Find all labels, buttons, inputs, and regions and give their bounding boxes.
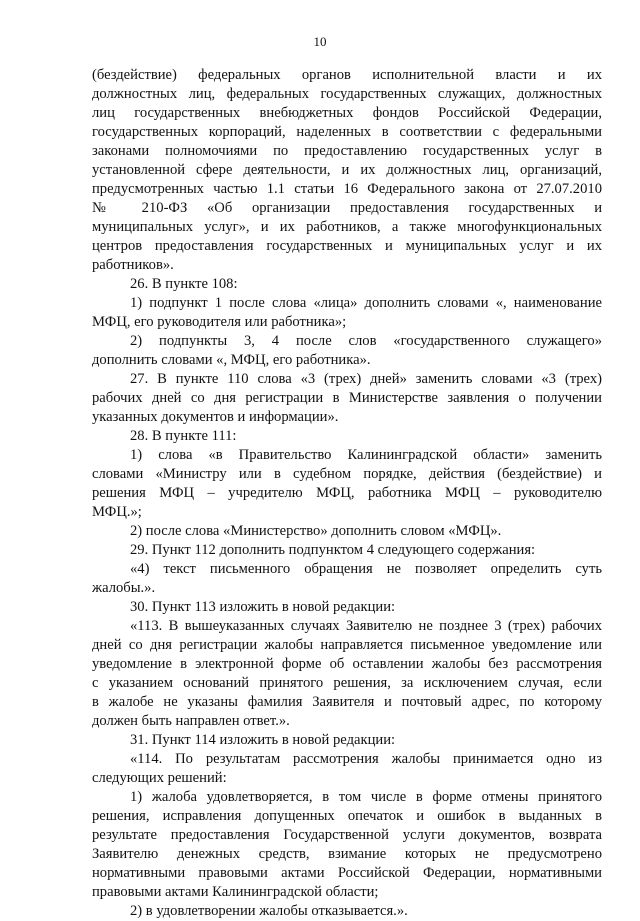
- text-line: 1) слова «в Правительство Калининградской области» заменить: [130, 447, 602, 463]
- text-line: 2) после слова «Министерство» дополнить словом «МФЦ».: [130, 523, 502, 539]
- text-line: должен быть направлен ответ.».: [92, 713, 290, 729]
- text-line: жалобы.».: [92, 580, 156, 596]
- text-line: государственных корпораций, наделенных в соответствии с федеральными: [92, 124, 602, 140]
- text-line: 1) жалоба удовлетворяется, в том числе в форме отмены принятого: [130, 789, 602, 805]
- text-line: работников».: [92, 257, 174, 273]
- text-line: уведомление в электронной форме об оставлении жалобы без рассмотрения: [92, 656, 602, 672]
- text-line: 28. В пункте 111:: [130, 428, 237, 444]
- text-line: следующих решений:: [92, 770, 227, 786]
- text-line: 26. В пункте 108:: [130, 276, 238, 292]
- text-line: словами «Министру или в судебном порядке, действия (бездействие) и: [92, 466, 602, 482]
- text-line: решения, исправления допущенных опечаток и ошибок в выданных в: [92, 808, 602, 824]
- text-line: установленной сфере деятельности, и их должностных лиц, организаций,: [92, 162, 602, 178]
- text-line: дней со дня регистрации жалобы направляется письменное уведомление или: [92, 637, 602, 653]
- text-line: указанных документов и информации».: [92, 409, 339, 425]
- text-line: 30. Пункт 113 изложить в новой редакции:: [130, 599, 396, 615]
- text-line: предусмотренных частью 1.1 статьи 16 Федерального закона от 27.07.2010: [92, 181, 602, 197]
- text-line: (бездействие) федеральных органов исполнительной власти и их: [92, 67, 602, 83]
- text-line: «113. В вышеуказанных случаях Заявителю не позднее 3 (трех) рабочих: [130, 618, 602, 634]
- text-line: рабочих дней со дня регистрации в Министерстве заявления о получении: [92, 390, 602, 406]
- text-line: центров предоставления государственных и муниципальных услуг и их: [92, 238, 602, 254]
- text-line: 2) подпункты 3, 4 после слов «государственного служащего»: [130, 333, 602, 349]
- text-line: лиц государственных внебюджетных фондов Российской Федерации,: [92, 105, 602, 121]
- text-line: 29. Пункт 112 дополнить подпунктом 4 следующего содержания:: [130, 542, 536, 558]
- text-line: в жалобе не указаны фамилия Заявителя и почтовый адрес, по которому: [92, 694, 602, 710]
- text-line: «114. По результатам рассмотрения жалобы принимается одно из: [130, 751, 602, 767]
- text-line: 1) подпункт 1 после слова «лица» дополнить словами «, наименование: [130, 295, 602, 311]
- text-line: муниципальных услуг», и их работников, а также многофункциональных: [92, 219, 602, 235]
- text-line: решения МФЦ – учредителю МФЦ, работника МФЦ – руководителю: [92, 485, 602, 501]
- text-line: 2) в удовлетворении жалобы отказывается.».: [130, 903, 408, 919]
- text-line: результате предоставления Государственной услуги документов, возврата: [92, 827, 602, 843]
- text-line: № 210-ФЗ «Об организации предоставления государственных и: [92, 200, 602, 216]
- text-line: «4) текст письменного обращения не позволяет определить суть: [130, 561, 602, 577]
- document-body: [92, 66, 602, 921]
- text-line: МФЦ, его руководителя или работника»;: [92, 314, 347, 330]
- text-line: 27. В пункте 110 слова «3 (трех) дней» заменить словами «3 (трех): [130, 371, 602, 387]
- text-line: дополнить словами «, МФЦ, его работника».: [92, 352, 371, 368]
- page-number: 10: [313, 34, 327, 49]
- text-line: Заявителю денежных средств, взимание которых не предусмотрено: [92, 846, 602, 862]
- text-line: должностных лиц, федеральных государственных служащих, должностных: [92, 86, 602, 102]
- text-line: МФЦ.»;: [92, 504, 142, 520]
- text-line: нормативными правовыми актами Российской Федерации, нормативными: [92, 865, 602, 881]
- text-line: законами полномочиями по предоставлению государственных услуг в: [92, 143, 602, 159]
- text-line: 31. Пункт 114 изложить в новой редакции:: [130, 732, 396, 748]
- text-line: с указанием оснований принятого решения, за исключением случая, если: [92, 675, 602, 691]
- text-line: правовыми актами Калининградской области;: [92, 884, 379, 900]
